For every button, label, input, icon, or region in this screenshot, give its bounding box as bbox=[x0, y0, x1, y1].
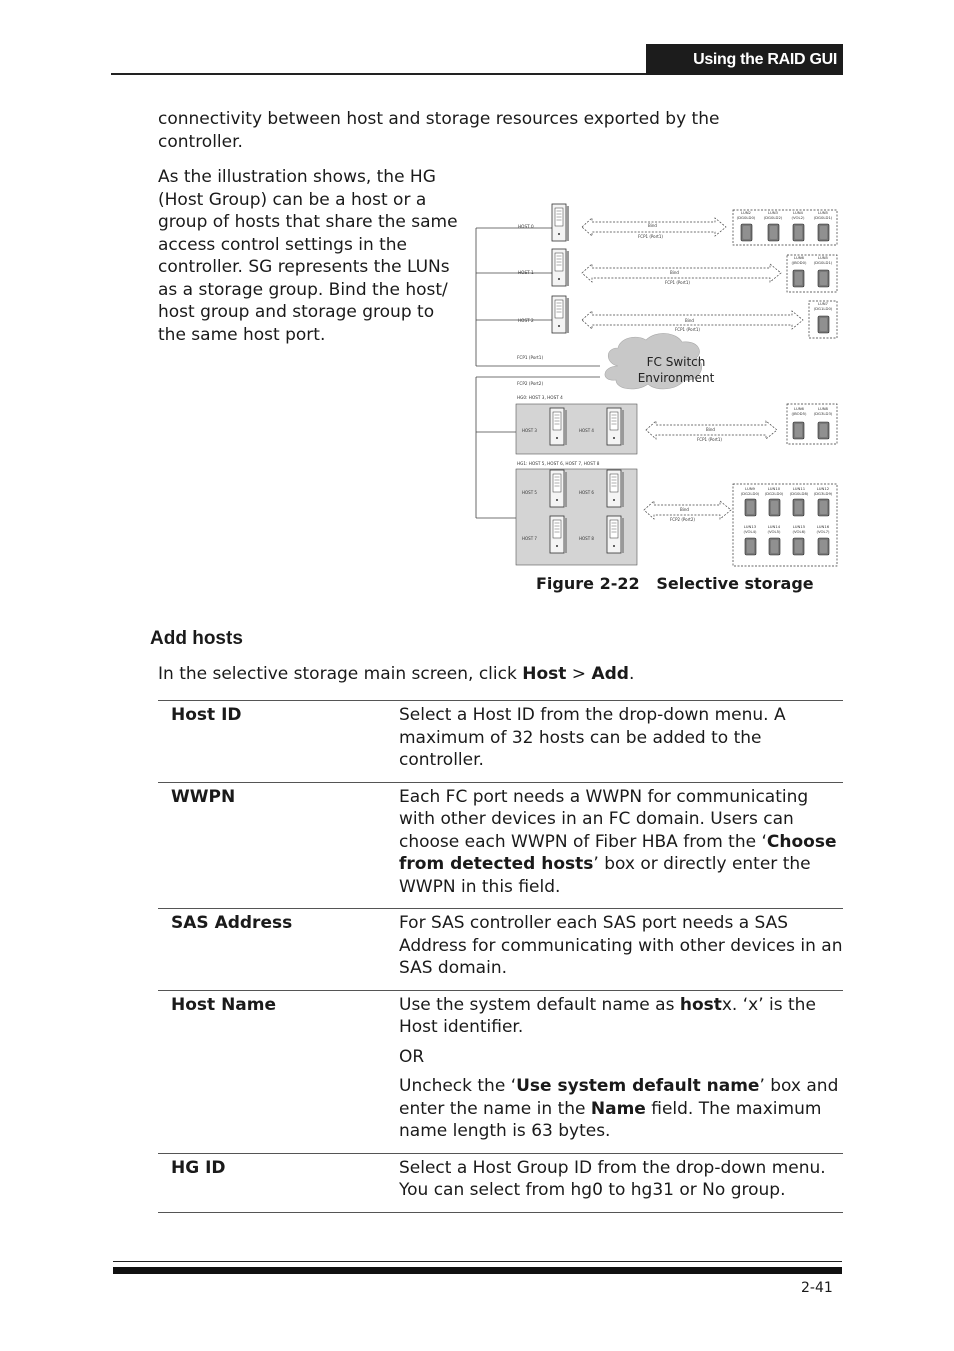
term-sas-address: SAS Address bbox=[171, 913, 293, 933]
selective-storage-figure bbox=[470, 196, 845, 576]
svg-text:LUN12: LUN12 bbox=[816, 486, 830, 491]
lun-group-2 bbox=[809, 301, 837, 338]
section-header-tab bbox=[646, 44, 843, 75]
bind-label-1: Bind bbox=[670, 270, 679, 275]
bind-label-3: Bind bbox=[706, 427, 715, 432]
svg-text:LUN10: LUN10 bbox=[767, 486, 781, 491]
intro-paragraph: connectivity between host and storage resources exported by the controller. bbox=[158, 109, 720, 152]
term-wwpn: WWPN bbox=[171, 786, 236, 807]
bind-label-2: Bind bbox=[685, 318, 694, 323]
svg-text:Environment: Environment bbox=[637, 371, 715, 385]
svg-text:HOST 6: HOST 6 bbox=[579, 490, 594, 495]
hg1-label: HG1: HOST 5, HOST 6, HOST 7, HOST 8 bbox=[517, 461, 600, 466]
fcp1-label-1: FCP1 (Port1) bbox=[665, 280, 690, 285]
bind-label-0: Bind bbox=[648, 223, 657, 228]
lun-group-1 bbox=[787, 255, 837, 292]
footer-rule-thick bbox=[113, 1267, 842, 1274]
port-fcp2-label: FCP2 (Port2) bbox=[517, 381, 544, 386]
svg-text:HOST 0: HOST 0 bbox=[518, 224, 534, 229]
svg-text:(DG0LD8): (DG0LD8) bbox=[789, 491, 809, 496]
svg-text:HOST 3: HOST 3 bbox=[522, 428, 537, 433]
svg-text:(DG0LD1): (DG0LD1) bbox=[813, 260, 833, 265]
lun-group-3 bbox=[787, 404, 837, 444]
svg-text:FC Switch: FC Switch bbox=[646, 355, 706, 369]
svg-text:(VOL4): (VOL4) bbox=[743, 529, 757, 534]
svg-text:LUN7: LUN7 bbox=[818, 301, 828, 306]
hg0-box bbox=[516, 404, 637, 454]
host-0 bbox=[518, 204, 569, 241]
fcp1-bracket bbox=[476, 228, 600, 366]
svg-text:(DG3LD3): (DG3LD3) bbox=[813, 411, 833, 416]
svg-text:LUN3: LUN3 bbox=[768, 210, 778, 215]
term-hg-id: HG ID bbox=[171, 1157, 226, 1178]
field-definitions-table bbox=[158, 700, 843, 1213]
port-fcp1-label: FCP1 (Port1) bbox=[517, 355, 544, 360]
host-2 bbox=[518, 296, 569, 333]
host-1 bbox=[518, 249, 569, 286]
svg-text:HOST 8: HOST 8 bbox=[579, 536, 594, 541]
svg-text:LUN6: LUN6 bbox=[794, 406, 804, 411]
svg-text:(VOL5): (VOL5) bbox=[767, 529, 781, 534]
desc-host-name: Use the system default name as hostx. ‘x’ is the Host identifier. OR Uncheck the ‘Use system default name’ box and enter the name in the Name field. The maximum name length is 63 bytes. bbox=[399, 994, 839, 1141]
figure-caption: Figure 2-22 Selective storage bbox=[536, 574, 814, 593]
svg-text:LUN5: LUN5 bbox=[818, 210, 828, 215]
fcp1-label-3: FCP1 (Port1) bbox=[697, 437, 722, 442]
svg-text:(DG2LD0): (DG2LD0) bbox=[764, 491, 784, 496]
illustration-paragraph: As the illustration shows, the HG (Host Group) can be a host or a group of hosts that share the same access control settings in the controller. SG represents the LUNs as a storage group. Bind the host/ host group and storage group to the same host port. bbox=[158, 167, 458, 345]
fcp1-label-2: FCP1 (Port1) bbox=[675, 327, 700, 332]
fc-switch-cloud bbox=[605, 333, 715, 389]
svg-text:(VOL7): (VOL7) bbox=[816, 529, 830, 534]
svg-text:HOST 5: HOST 5 bbox=[522, 490, 537, 495]
svg-text:(DG2LD0): (DG2LD0) bbox=[740, 491, 760, 496]
svg-text:LUN5: LUN5 bbox=[818, 255, 828, 260]
fcp2-label-4: FCP2 (Port2) bbox=[670, 517, 695, 522]
table-row bbox=[158, 701, 843, 783]
svg-text:HOST 2: HOST 2 bbox=[518, 318, 534, 323]
svg-text:LUN14: LUN14 bbox=[767, 524, 781, 529]
header-title: Using the RAID GUI bbox=[693, 50, 837, 68]
desc-host-id: Select a Host ID from the drop-down menu. A maximum of 32 hosts can be added to the controller. bbox=[399, 705, 786, 770]
lun-group-4 bbox=[733, 484, 837, 566]
page-number: 2-41 bbox=[801, 1280, 833, 1296]
bind-label-4: Bind bbox=[680, 507, 689, 512]
svg-text:LUN13: LUN13 bbox=[743, 524, 757, 529]
hg0-label: HG0: HOST 3, HOST 4 bbox=[517, 395, 563, 400]
svg-text:LUN6: LUN6 bbox=[794, 255, 804, 260]
svg-text:(DG0LD0): (DG0LD0) bbox=[736, 215, 756, 220]
desc-wwpn: Each FC port needs a WWPN for communicating with other devices in an FC domain. Users can choose each WWPN of Fiber HBA from the ‘Choose from detected hosts’ box or directly enter the WWPN in this field. bbox=[399, 786, 837, 897]
fcp1-label-0: FCP1 (Port1) bbox=[638, 234, 663, 239]
svg-text:LUN15: LUN15 bbox=[792, 524, 806, 529]
table-row bbox=[158, 990, 843, 1153]
svg-text:(VOL2): (VOL2) bbox=[791, 215, 805, 220]
svg-text:HOST 1: HOST 1 bbox=[518, 270, 534, 275]
instruction-text: In the selective storage main screen, click Host > Add. bbox=[158, 664, 635, 684]
svg-text:(VOL6): (VOL6) bbox=[792, 529, 806, 534]
footer-rule-thin bbox=[113, 1261, 842, 1262]
svg-text:LUN11: LUN11 bbox=[792, 486, 806, 491]
table-row bbox=[158, 1153, 843, 1212]
svg-text:LUN9: LUN9 bbox=[745, 486, 755, 491]
svg-text:(DG0LD1): (DG0LD1) bbox=[813, 215, 833, 220]
svg-text:LUN2: LUN2 bbox=[741, 210, 751, 215]
term-host-name: Host Name bbox=[171, 994, 277, 1015]
lun-group-0 bbox=[733, 210, 837, 245]
table-row bbox=[158, 782, 843, 909]
svg-text:HOST 4: HOST 4 bbox=[579, 428, 594, 433]
hg1-box bbox=[516, 469, 637, 565]
svg-text:(DG1LD0): (DG1LD0) bbox=[813, 306, 833, 311]
svg-text:(JBOD0): (JBOD0) bbox=[791, 260, 807, 265]
host-menu-ref: Host bbox=[522, 664, 567, 684]
svg-text:LUN4: LUN4 bbox=[793, 210, 803, 215]
desc-sas-address: For SAS controller each SAS port needs a SAS Address for communicating with other devices in an SAS domain. bbox=[399, 913, 843, 978]
svg-text:(JBOD5): (JBOD5) bbox=[791, 411, 807, 416]
svg-text:(DG3LD9): (DG3LD9) bbox=[813, 491, 833, 496]
svg-text:LUN16: LUN16 bbox=[816, 524, 830, 529]
add-menu-ref: Add bbox=[591, 664, 629, 684]
desc-hg-id: Select a Host Group ID from the drop-down menu. You can select from hg0 to hg31 or No group. bbox=[399, 1157, 826, 1200]
svg-text:LUN8: LUN8 bbox=[818, 406, 828, 411]
svg-text:HOST 7: HOST 7 bbox=[522, 536, 537, 541]
section-title: Add hosts bbox=[150, 628, 243, 649]
table-row bbox=[158, 909, 843, 991]
term-host-id: Host ID bbox=[171, 705, 242, 725]
svg-text:(DG0LD2): (DG0LD2) bbox=[763, 215, 783, 220]
